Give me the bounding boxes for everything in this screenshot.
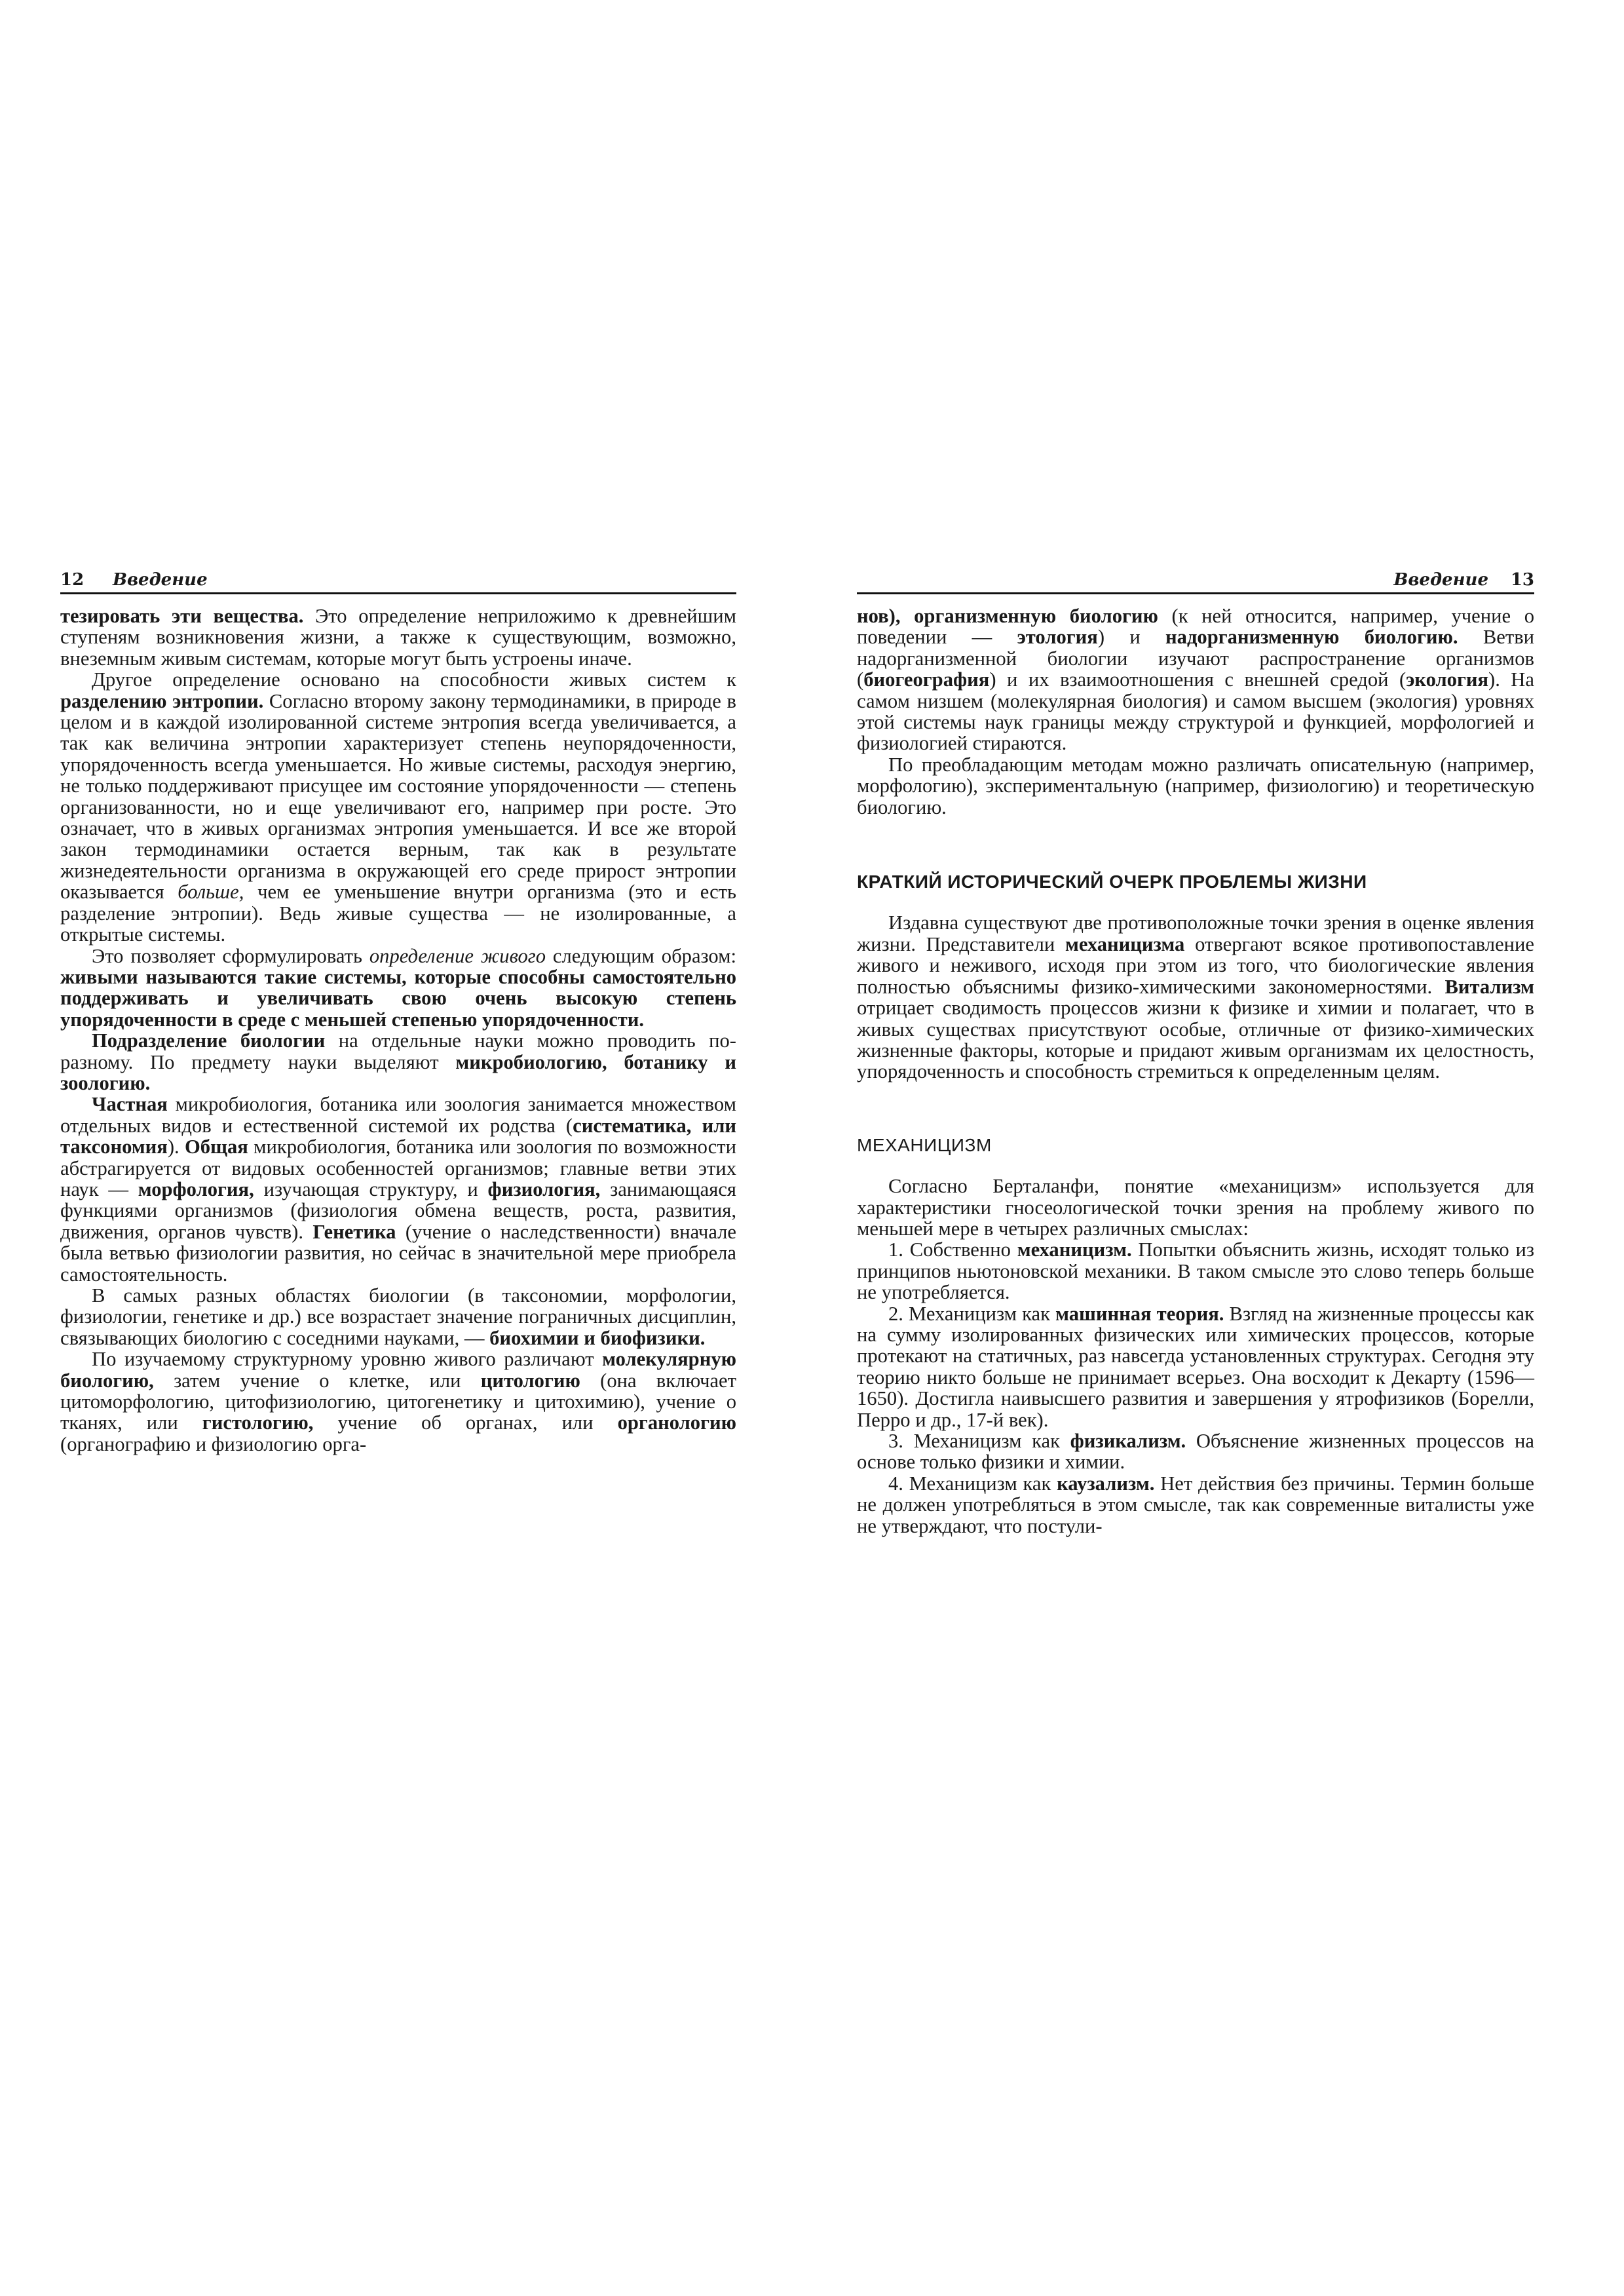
bold-term: машинная теория. [1055,1302,1224,1325]
list-item: 2. Механицизм как машинная теория. Взгляд на жизненные процессы как на сумму изолированных физических или химических процессов, которые протекают на статичных, раз навсегда установленных структурах. Сегодня эту теорию никто больше не принимает всерьез. Она восходит к Декарту (1596—1650). Достигла наивысшего развития и завершения у ятрофизиков (Борелли, Перро и др., 17-й век). [857,1302,1534,1431]
paragraph: Частная микробиология, ботаника или зоология занимается множеством отдельных видов и естественной системой их родства (систематика, или таксономия). Общая микробиология, ботаника или зоология по возможности абстрагируется от видовых особенностей организмов; главные ветви этих наук — морфология, изучающая структуру, и физиология, занимающаяся функциями организмов (физиология обмена веществ, роста, развития, движения, органов чувств). Генетика (учение о наследственности) вначале была ветвью физиологии развития, но сейчас в значительной мере приобрела самостоятельность. [60,1093,737,1286]
bold-term: физикализм. [1070,1430,1186,1452]
paragraph: тезировать эти вещества. Это определение неприложимо к древнейшим ступеням возникновения жизни, а также к существующим, возможно, внеземным живым системам, которые могут быть устроены иначе. [60,605,736,670]
bold-term: живыми называются такие системы, которые способны самостоятельно поддерживать и увеличивать свою очень высокую степень упорядоченности в среде с меньшей степенью упорядоченности. [60,965,736,1031]
list-item: 3. Механицизм как физикализм. Объяснение жизненных процессов на основе только физики и химии. [857,1430,1534,1474]
paragraph: Согласно Берталанфи, понятие «механицизм» используется для характеристики гносеологической точки зрения на проблему живого по меньшей мере в четырех различных смыслах: [857,1175,1534,1240]
bold-term: Витализм [1445,975,1534,998]
bold-term: механицизм. [1017,1238,1132,1261]
bold-term: тезировать эти вещества. [60,605,304,627]
page-number-left: 12 [60,570,85,590]
bold-term: надорганизменную биологию. [1165,626,1458,649]
bold-term: биогеография [863,668,990,691]
bold-term: Подразделение биологии [92,1029,326,1052]
left-page-text [60,605,736,1455]
paragraph: В самых разных областях биологии (в таксономии, морфологии, физиологии, генетике и др.) все возрастает значение пограничных дисциплин, связывающих биологию с соседними науками, — биохимии и биофизики. [60,1284,736,1349]
paragraph: По преобладающим методам можно различать описательную (например, морфологию), экспериментальную (например, физиологию) и теоретическую биологию. [857,753,1534,818]
italic-term: определение живого [369,944,546,967]
bold-term: органологию [617,1411,736,1434]
paragraph: нов), организменную биологию (к ней относится, например, учение о поведении — этология) и надорганизменную биологию. Ветви надорганизменной биологии изучают распространение организмов (биогеография) и их взаимоотношения с внешней средой (экология). На самом низшем (молекулярная биология) и самом высшем (экология) уровнях этой системы наук границы между структурой и функцией, морфологией и физиологией стираются. [857,605,1535,755]
list-item: 1. Собственно механицизм. Попытки объяснить жизнь, исходят только из принципов ньютоновской механики. В таком смысле это слово теперь больше не употребляется. [857,1238,1534,1304]
section-heading-history: КРАТКИЙ ИСТОРИЧЕСКИЙ ОЧЕРК ПРОБЛЕМЫ ЖИЗНИ [857,871,1367,892]
page-number-right: 13 [1510,570,1534,590]
bold-term: микробиологию, ботанику и зоологию. [60,1050,736,1094]
bold-term: морфология, [138,1177,254,1200]
right-page [812,0,1624,2296]
bold-term: систематика, или таксономия [60,1114,736,1158]
bold-term: этология [1017,626,1098,649]
paragraph: По изучаемому структурному уровню живого различают молекулярную биологию, затем учение о клетке, или цитологию (она включает цитоморфологию, цитофизиологию, цитогенетику и цитохимию), учение о тканях, или гистологию, учение об органах, или органологию (органографию и физиологию орга- [60,1348,736,1455]
bold-term: физиология, [487,1177,601,1200]
list-item: 4. Механицизм как каузализм. Нет действия без причины. Термин больше не должен употребляться в этом смысле, так как современные виталисты уже не утверждают, что постули- [857,1472,1534,1537]
right-page-header [857,564,1534,594]
running-title-left: Введение [113,570,208,590]
paragraph: Другое определение основано на способности живых систем к разделению энтропии. Согласно второму закону термодинамики, в природе в целом и в каждой изолированной системе энтропия всегда увеличивается, а так как величина энтропии характеризует степень неупорядоченности, упорядоченность всегда уменьшается. Но живые системы, расходуя энергию, не только поддерживают присущее им состояние упорядоченности — степень организованности, но и еще увеличивают его, например при росте. Это означает, что в живых организмах энтропия уменьшается. И все же второй закон термодинамики остается верным, так как в результате жизнедеятельности организма в окружающей его среде прирост энтропии оказывается больше, чем ее уменьшение внутри организма (это и есть разделение энтропии). Ведь живые существа — не изолированные, а открытые системы. [60,668,736,946]
paragraph: Подразделение биологии на отдельные науки можно проводить по-разному. По предмету науки выделяют микробиологию, ботанику и зоологию. [60,1029,736,1094]
bold-term: цитологию [480,1369,580,1392]
running-title-right: Введение [1393,570,1488,590]
left-page-header [60,564,736,594]
paragraph: Издавна существуют две противоположные точки зрения в оценке явления жизни. Представители механицизма отвергают всякое противопоставление живого и неживого, исходя при этом из того, что биологические явления полностью объяснимы физико-химическими закономерностями. Витализм отрицает сводимость процессов жизни к физике и химии и полагает, что в живых существах присутствуют особые, отличные от физико-химических жизненные факторы, которые и придают живым организмам их целостность, упорядоченность и способность стремиться к определенным целям. [857,911,1534,1083]
bold-term: Общая [185,1136,248,1158]
italic-term: больше, [178,881,244,904]
bold-term: молекулярную биологию, [60,1348,736,1392]
bold-term: механицизма [1065,932,1185,955]
paragraph: Это позволяет сформулировать определение живого следующим образом: живыми называются такие системы, которые способны самостоятельно поддерживать и увеличивать свою очень высокую степень упорядоченности в среде с меньшей степенью упорядоченности. [60,944,737,1031]
bold-term: экология [1406,668,1489,691]
bold-term: разделению энтропии. [60,689,264,712]
bold-term: Генетика [312,1220,396,1243]
bold-term: нов), организменную биологию [857,605,1158,627]
bold-term: биохимии и биофизики. [489,1326,706,1349]
right-page-text [857,605,1534,1537]
section-heading-mechanism: МЕХАНИЦИЗМ [857,1134,992,1155]
bold-term: гистологию, [202,1411,314,1434]
bold-term: Частная [92,1093,168,1116]
bold-term: каузализм. [1057,1472,1155,1495]
